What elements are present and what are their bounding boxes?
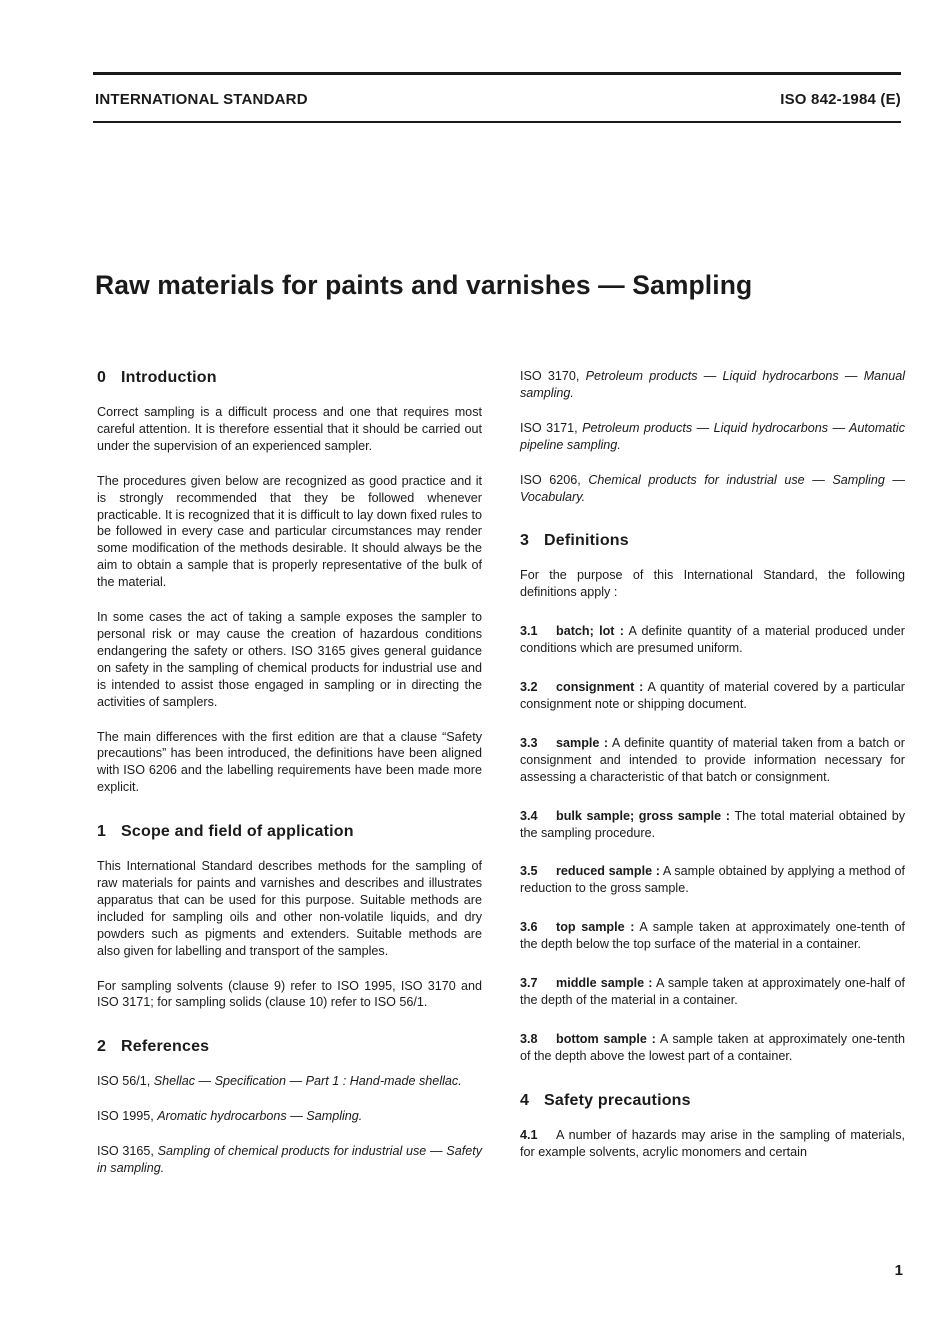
reference-item: ISO 3165, Sampling of chemical products for industrial use — Safety in sampling. [97,1144,482,1176]
section-1-heading: 1 Scope and field of application [97,823,354,841]
header-rule-top [93,72,901,75]
definition-item: 3.4 bulk sample; gross sample : The total material obtained by the sampling procedure. [520,808,905,840]
intro-paragraph-3: In some cases the act of taking a sample exposes the sampler to personal risk or may cause the creation of hazardous conditions endangering the safety or others. ISO 3165 gives general guidance on safety in the sampling of chemical products for industrial use and is intended to assist those engaged in sampling or in directing the activities of samplers. [97,610,482,709]
section-0-heading: 0 Introduction [97,369,217,386]
intro-paragraph-1: Correct sampling is a difficult process and one that requires most careful attention. It is therefore essential that it should be carried out under the supervision of an experienced sampler. [97,405,482,453]
definitions-intro: For the purpose of this International Standard, the following definitions apply : [520,568,905,600]
intro-paragraph-4: The main differences with the first edition are that a clause “Safety precautions” has been introduced, the definitions have been aligned with ISO 6206 and the labelling requirements have been made more explicit. [97,729,482,795]
reference-item: ISO 56/1, Shellac — Specification — Part 1 : Hand-made shellac. [97,1074,462,1089]
definition-item: 3.5 reduced sample : A sample obtained by applying a method of reduction to the gross sample. [520,864,905,896]
reference-item: ISO 1995, Aromatic hydrocarbons — Sampling. [97,1109,363,1124]
definition-item: 3.8 bottom sample : A sample taken at approximately one-tenth of the depth above the lowest part of a container. [520,1031,905,1063]
right-column [520,368,905,1182]
reference-item: ISO 6206, Chemical products for industrial use — Sampling — Vocabulary. [520,472,905,504]
scope-paragraph-2: For sampling solvents (clause 9) refer to ISO 1995, ISO 3170 and ISO 3171; for sampling solids (clause 10) refer to ISO 56/1. [97,978,482,1010]
scope-paragraph-1: This International Standard describes methods for the sampling of raw materials for paints and varnishes and describes and illustrates apparatus that can be used for this purpose. Suitable methods are included for sampling oils and other non-volatile liquids, and dry powders such as pigments and extenders. Suitable methods are also given for labelling and transport of the samples. [97,859,482,958]
section-2-heading: 2 References [97,1038,210,1056]
left-column [97,368,482,1195]
definition-item: 3.2 consignment : A quantity of material covered by a particular consignment note or shipping document. [520,680,905,711]
definition-item: 3.3 sample : A definite quantity of material taken from a batch or consignment and intended to provide information necessary for assessing a characteristic of that batch or consignment. [520,735,905,784]
document-title: Raw materials for paints and varnishes — Sampling [95,270,753,300]
section-3-heading: 3 Definitions [520,532,629,550]
safety-item: 4.1 A number of hazards may arise in the sampling of materials, for example solvents, acrylic monomers and certain [520,1127,905,1159]
reference-item: ISO 3171, Petroleum products — Liquid hydrocarbons — Automatic pipeline sampling. [520,420,905,452]
header-rule-bottom [93,121,901,123]
reference-item: ISO 3170, Petroleum products — Liquid hydrocarbons — Manual sampling. [520,369,905,400]
definition-item: 3.1 batch; lot : A definite quantity of a material produced under conditions which are presumed uniform. [520,624,905,656]
header-standard-number: ISO 842-1984 (E) [780,91,901,108]
page-number: 1 [894,1262,903,1279]
section-4-heading: 4 Safety precautions [520,1091,691,1109]
definition-item: 3.7 middle sample : A sample taken at approximately one-half of the depth of the material in a container. [520,976,905,1007]
intro-paragraph-2: The procedures given below are recognized as good practice and it is strongly recommended that they be followed whenever practicable. It is recognized that it is difficult to lay down fixed rules to be followed in every case and particular circumstances may render some modification of the methods desirable. It should always be the aim to obtain a sample that is properly representative of the bulk of the material. [97,473,482,590]
header-document-type: INTERNATIONAL STANDARD [95,91,308,108]
definition-item: 3.6 top sample : A sample taken at approximately one-tenth of the depth below the top surface of the material in a container. [520,920,905,952]
